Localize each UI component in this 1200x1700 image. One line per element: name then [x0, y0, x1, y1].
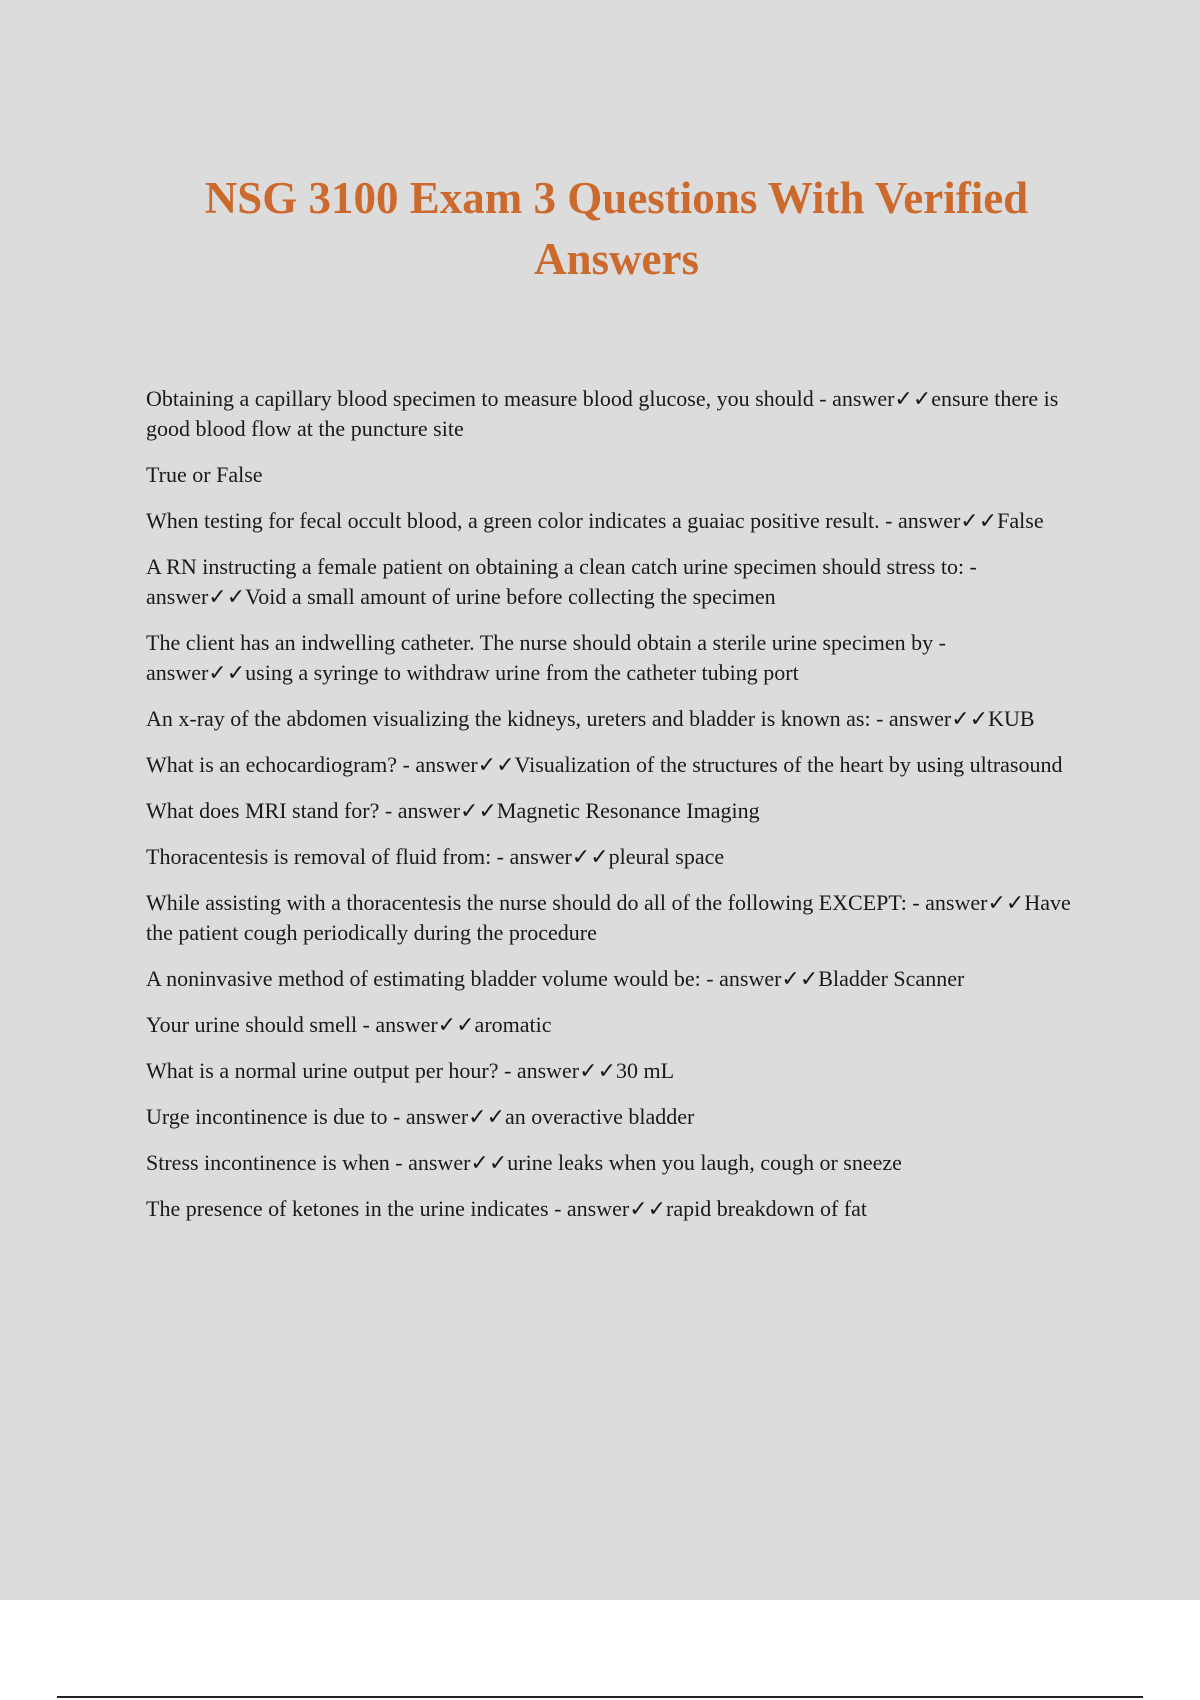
qa-item: Thoracentesis is removal of fluid from: - answer✓✓pleural space [146, 844, 725, 869]
qa-item: Urge incontinence is due to - answer✓✓an overactive bladder [146, 1104, 695, 1129]
qa-item: The presence of ketones in the urine indicates - answer✓✓rapid breakdown of fat [146, 1196, 868, 1221]
qa-item: When testing for fecal occult blood, a green color indicates a guaiac positive result. - answer✓✓False [146, 508, 1044, 533]
qa-item: What is an echocardiogram? - answer✓✓Visualization of the structures of the heart by using ultrasound [146, 752, 1063, 777]
qa-item: True or False [146, 462, 263, 487]
qa-item: While assisting with a thoracentesis the nurse should do all of the following EXCEPT: - answer✓✓Have the patient cough periodically during the procedure [146, 890, 1071, 945]
qa-item: Obtaining a capillary blood specimen to measure blood glucose, you should - answer✓✓ensure there is good blood flow at the puncture site [146, 386, 1059, 441]
qa-item: A noninvasive method of estimating bladder volume would be: - answer✓✓Bladder Scanner [146, 966, 965, 991]
qa-item: The client has an indwelling catheter. The nurse should obtain a sterile urine specimen by - answer✓✓using a syringe to withdraw urine from the catheter tubing port [146, 630, 946, 685]
qa-item: Your urine should smell - answer✓✓aromatic [146, 1012, 552, 1037]
qa-item: Stress incontinence is when - answer✓✓urine leaks when you laugh, cough or sneeze [146, 1150, 902, 1175]
qa-item: An x-ray of the abdomen visualizing the kidneys, ureters and bladder is known as: - answer✓✓KUB [146, 706, 1035, 731]
qa-item: What does MRI stand for? - answer✓✓Magnetic Resonance Imaging [146, 798, 760, 823]
footer-divider [57, 1696, 1143, 1698]
qa-item: A RN instructing a female patient on obtaining a clean catch urine specimen should stress to: - answer✓✓Void a small amount of urine before collecting the specimen [146, 554, 977, 609]
document-title: NSG 3100 Exam 3 Questions With Verified Answers [204, 173, 1029, 284]
qa-list [146, 384, 1081, 1240]
qa-item: What is a normal urine output per hour? - answer✓✓30 mL [146, 1058, 675, 1083]
